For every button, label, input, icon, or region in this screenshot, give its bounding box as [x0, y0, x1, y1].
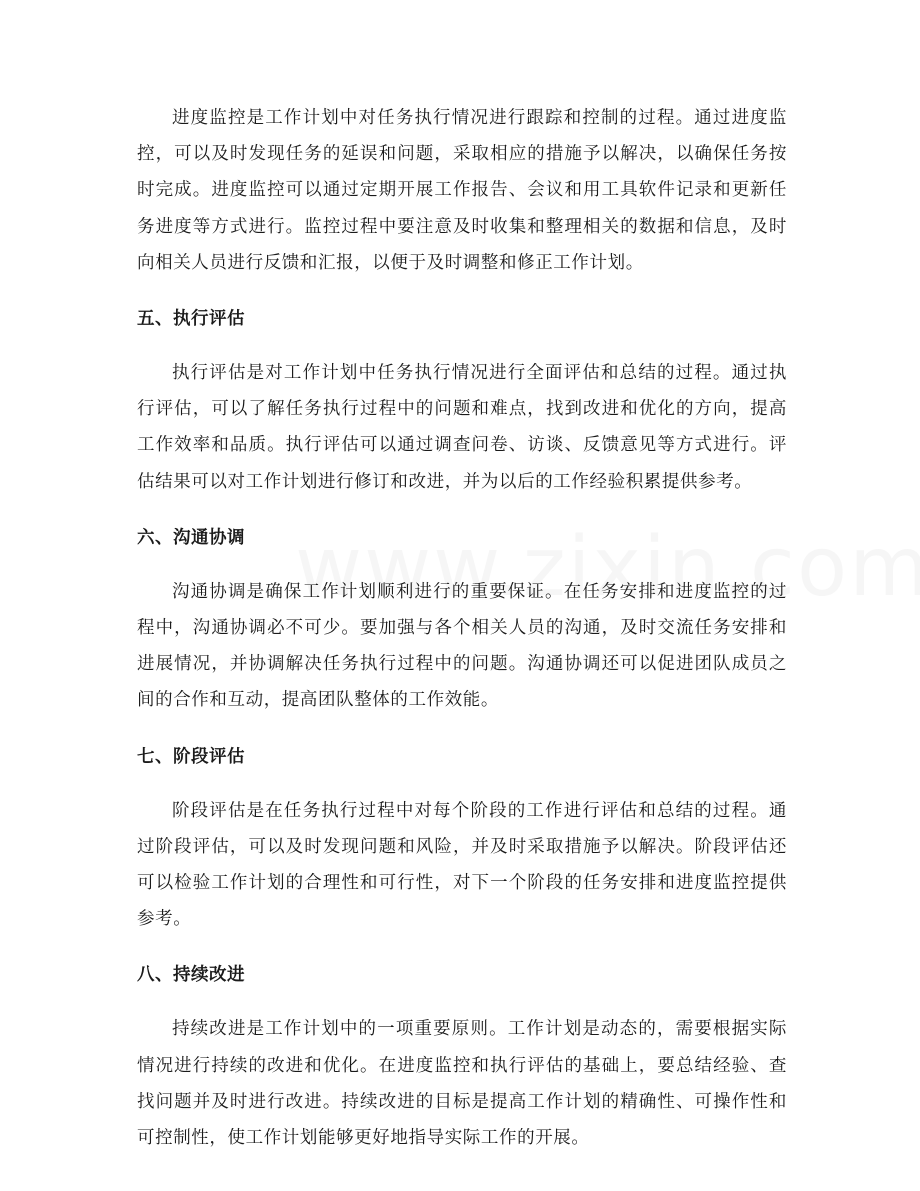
- section-heading-continuous-improvement: 八、持续改进: [137, 965, 245, 986]
- section-heading-execution-evaluation: 五、执行评估: [137, 309, 245, 330]
- intro-paragraph: 进度监控是工作计划中对任务执行情况进行跟踪和控制的过程。通过进度监控，可以及时发现任务的延误和问题，采取相应的措施予以解决，以确保任务按时完成。进度监控可以通过定期开展工作报告、会议和用工具软件记录和更新任务进度等方式进行。监控过程中要注意及时收集和整理相关的数据和信息，及时向相关人员进行反馈和汇报，以便于及时调整和修正工作计划。: [137, 108, 787, 273]
- section-paragraph-execution-evaluation: 执行评估是对工作计划中任务执行情况进行全面评估和总结的过程。通过执行评估，可以了解任务执行过程中的问题和难点，找到改进和优化的方向，提高工作效率和品质。执行评估可以通过调查问卷、访谈、反馈意见等方式进行。评估结果可以对工作计划进行修订和改进，并为以后的工作经验积累提供参考。: [137, 363, 787, 492]
- document-body: [137, 100, 787, 1156]
- section-paragraph-continuous-improvement: 持续改进是工作计划中的一项重要原则。工作计划是动态的，需要根据实际情况进行持续的改进和优化。在进度监控和执行评估的基础上，要总结经验、查找问题并及时进行改进。持续改进的目标是提高工作计划的精确性、可操作性和可控制性，使工作计划能够更好地指导实际工作的开展。: [137, 1019, 787, 1149]
- section-heading-communication: 六、沟通协调: [137, 527, 245, 548]
- section-heading-stage-evaluation: 七、阶段评估: [137, 746, 245, 767]
- section-paragraph-communication: 沟通协调是确保工作计划顺利进行的重要保证。在任务安排和进度监控的过程中，沟通协调必不可少。要加强与各个相关人员的沟通，及时交流任务安排和进展情况，并协调解决任务执行过程中的问题。沟通协调还可以促进团队成员之间的合作和互动，提高团队整体的工作效能。: [137, 581, 787, 711]
- section-paragraph-stage-evaluation: 阶段评估是在任务执行过程中对每个阶段的工作进行评估和总结的过程。通过阶段评估，可以及时发现问题和风险，并及时采取措施予以解决。阶段评估还可以检验工作计划的合理性和可行性，对下一个阶段的任务安排和进度监控提供参考。: [137, 800, 787, 930]
